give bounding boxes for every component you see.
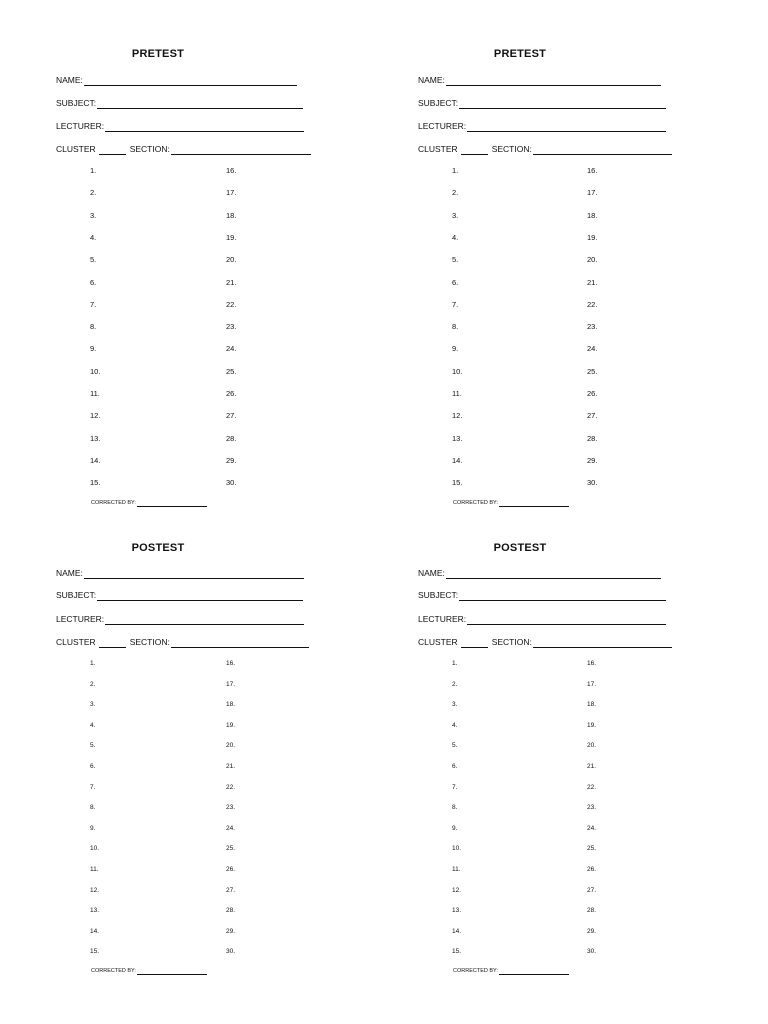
sheet-title: POSTEST (493, 542, 547, 554)
lecturer-label: LECTURER: (56, 121, 105, 131)
cluster-label: CLUSTER (418, 144, 458, 154)
answer-number: 18. (226, 210, 237, 220)
subject-label: SUBJECT: (418, 98, 459, 108)
answer-number: 25. (226, 845, 236, 853)
answer-number: 24. (226, 824, 236, 832)
answer-number: 3. (452, 210, 459, 220)
corrected-by-field (453, 967, 569, 975)
section-label: SECTION: (129, 637, 170, 647)
subject-input-line[interactable] (97, 591, 303, 601)
answer-number: 19. (587, 232, 598, 242)
answer-number: 25. (587, 845, 597, 853)
answer-number: 8. (452, 322, 459, 332)
answer-number: 29. (226, 455, 237, 465)
answer-number: 20. (226, 742, 236, 750)
answer-number: 21. (226, 277, 237, 287)
answer-number: 4. (452, 232, 459, 242)
answer-number: 23. (226, 804, 236, 812)
corrected-by-label: CORRECTED BY: (453, 500, 498, 506)
answer-number: 3. (90, 210, 97, 220)
name-input-line[interactable] (446, 569, 661, 579)
lecturer-input-line[interactable] (467, 615, 666, 625)
answer-number: 17. (226, 188, 237, 198)
answer-number: 11. (452, 866, 461, 873)
cluster-input-line[interactable] (99, 638, 126, 648)
cluster-label: CLUSTER (56, 144, 96, 154)
answer-number: 25. (226, 366, 237, 376)
answer-number: 10. (90, 366, 101, 376)
answer-number: 6. (90, 763, 96, 770)
section-input-line[interactable] (533, 145, 672, 155)
answer-number: 28. (226, 433, 237, 443)
answer-number: 11. (90, 389, 100, 398)
answer-number: 29. (587, 927, 597, 935)
subject-input-line[interactable] (459, 99, 666, 109)
answer-number: 9. (452, 824, 458, 832)
answer-number: 21. (587, 763, 597, 770)
answer-number: 9. (90, 344, 97, 354)
answer-number: 7. (452, 299, 459, 309)
name-field (418, 75, 661, 86)
answer-number: 1. (452, 166, 459, 175)
corrected-by-field (91, 967, 207, 975)
subject-field (56, 98, 303, 109)
answer-number: 30. (587, 948, 597, 956)
name-input-line[interactable] (84, 76, 297, 86)
answer-number: 17. (226, 680, 236, 688)
answer-number: 16. (226, 660, 236, 667)
cluster-input-line[interactable] (461, 638, 488, 648)
subject-label: SUBJECT: (56, 98, 97, 108)
corrected-by-line[interactable] (137, 968, 207, 975)
corrected-by-line[interactable] (137, 500, 207, 507)
answer-number: 13. (90, 907, 100, 915)
name-input-line[interactable] (84, 569, 304, 579)
answer-number: 12. (90, 411, 101, 421)
answer-number: 20. (587, 255, 598, 265)
answer-number: 26. (587, 866, 597, 873)
answer-number: 8. (90, 804, 96, 812)
answer-number: 17. (587, 680, 597, 688)
answer-number: 2. (452, 188, 459, 198)
sheet-title: POSTEST (131, 542, 185, 554)
lecturer-input-line[interactable] (105, 615, 304, 625)
answer-number: 30. (226, 948, 236, 956)
answer-number: 2. (452, 680, 458, 688)
answer-number: 23. (587, 804, 597, 812)
lecturer-label: LECTURER: (56, 614, 105, 624)
lecturer-input-line[interactable] (467, 122, 666, 132)
answer-number: 18. (587, 701, 597, 709)
answer-number: 9. (452, 344, 459, 354)
cluster-section-field (56, 144, 311, 155)
answer-number: 23. (226, 322, 237, 332)
answer-number: 22. (587, 783, 597, 791)
name-input-line[interactable] (446, 76, 661, 86)
corrected-by-line[interactable] (499, 968, 569, 975)
answer-number: 19. (587, 721, 597, 729)
answer-number: 2. (90, 188, 97, 198)
answer-number: 26. (587, 389, 598, 398)
cluster-label: CLUSTER (418, 637, 458, 647)
answer-number: 27. (226, 411, 237, 421)
answer-number: 7. (90, 299, 97, 309)
cluster-section-field (418, 144, 672, 155)
answer-number: 16. (587, 166, 598, 175)
answer-number: 12. (452, 411, 463, 421)
name-field (56, 75, 297, 86)
answer-number: 11. (90, 866, 99, 873)
answer-number: 14. (452, 927, 462, 935)
answer-number: 1. (90, 166, 97, 175)
answer-number: 16. (226, 166, 237, 175)
answer-number: 10. (90, 845, 100, 853)
answer-number: 13. (452, 433, 463, 443)
name-field (418, 568, 661, 579)
answer-number: 13. (452, 907, 462, 915)
answer-number: 10. (452, 366, 463, 376)
lecturer-field (418, 614, 666, 625)
answer-number: 27. (587, 886, 597, 894)
answer-number: 21. (587, 277, 598, 287)
answer-number: 17. (587, 188, 598, 198)
lecturer-label: LECTURER: (418, 614, 467, 624)
section-input-line[interactable] (171, 145, 311, 155)
corrected-by-label: CORRECTED BY: (91, 500, 136, 506)
answer-number: 28. (587, 907, 597, 915)
answer-number: 7. (452, 783, 458, 791)
answer-number: 5. (90, 742, 96, 750)
answer-number: 5. (452, 255, 459, 265)
lecturer-input-line[interactable] (105, 122, 304, 132)
answer-number: 5. (452, 742, 458, 750)
answer-number: 28. (226, 907, 236, 915)
answer-number: 27. (587, 411, 598, 421)
lecturer-field (56, 614, 304, 625)
answer-number: 14. (90, 455, 101, 465)
answer-number: 6. (452, 763, 458, 770)
answer-number: 6. (452, 277, 459, 287)
lecturer-field (56, 121, 304, 132)
name-label: NAME: (56, 75, 83, 85)
answer-number: 28. (587, 433, 598, 443)
answer-number: 12. (452, 886, 462, 894)
sheet-title: PRETEST (131, 48, 185, 60)
answer-number: 10. (452, 845, 462, 853)
answer-number: 8. (90, 322, 97, 332)
answer-number: 24. (226, 344, 237, 354)
answer-number: 15. (452, 948, 462, 956)
answer-number: 11. (452, 389, 462, 398)
cluster-label: CLUSTER (56, 637, 96, 647)
subject-field (418, 98, 666, 109)
corrected-by-line[interactable] (499, 500, 569, 507)
answer-number: 23. (587, 322, 598, 332)
answer-number: 15. (452, 478, 463, 488)
answer-number: 25. (587, 366, 598, 376)
answer-number: 4. (90, 232, 97, 242)
answer-number: 19. (226, 232, 237, 242)
answer-number: 5. (90, 255, 97, 265)
answer-number: 26. (226, 389, 237, 398)
corrected-by-field (91, 499, 207, 507)
corrected-by-label: CORRECTED BY: (453, 968, 498, 974)
answer-number: 18. (226, 701, 236, 709)
answer-number: 8. (452, 804, 458, 812)
corrected-by-label: CORRECTED BY: (91, 968, 136, 974)
answer-number: 3. (452, 701, 458, 709)
answer-number: 15. (90, 478, 101, 488)
answer-number: 20. (226, 255, 237, 265)
answer-number: 7. (90, 783, 96, 791)
answer-number: 3. (90, 701, 96, 709)
answer-number: 24. (587, 824, 597, 832)
answer-number: 14. (90, 927, 100, 935)
answer-number: 4. (90, 721, 96, 729)
answer-number: 27. (226, 886, 236, 894)
answer-number: 30. (226, 478, 237, 488)
answer-number: 9. (90, 824, 96, 832)
answer-number: 22. (587, 299, 598, 309)
cluster-input-line[interactable] (461, 145, 488, 155)
section-input-line[interactable] (533, 638, 672, 648)
answer-number: 14. (452, 455, 463, 465)
answer-number: 2. (90, 680, 96, 688)
corrected-by-field (453, 499, 569, 507)
answer-number: 18. (587, 210, 598, 220)
section-input-line[interactable] (171, 638, 309, 648)
section-label: SECTION: (491, 637, 532, 647)
answer-number: 26. (226, 866, 236, 873)
subject-label: SUBJECT: (418, 590, 459, 600)
answer-number: 4. (452, 721, 458, 729)
subject-input-line[interactable] (459, 591, 666, 601)
name-label: NAME: (418, 75, 445, 85)
subject-label: SUBJECT: (56, 590, 97, 600)
answer-number: 15. (90, 948, 100, 956)
cluster-input-line[interactable] (99, 145, 126, 155)
cluster-section-field (418, 637, 672, 648)
subject-field (418, 590, 666, 601)
answer-number: 16. (587, 660, 597, 667)
section-label: SECTION: (129, 144, 170, 154)
lecturer-label: LECTURER: (418, 121, 467, 131)
section-label: SECTION: (491, 144, 532, 154)
answer-number: 12. (90, 886, 100, 894)
answer-number: 6. (90, 277, 97, 287)
sheet-title: PRETEST (493, 48, 547, 60)
name-label: NAME: (56, 568, 83, 578)
answer-number: 22. (226, 783, 236, 791)
answer-number: 1. (452, 660, 458, 667)
answer-number: 24. (587, 344, 598, 354)
name-label: NAME: (418, 568, 445, 578)
name-field (56, 568, 304, 579)
answer-number: 21. (226, 763, 236, 770)
answer-number: 29. (226, 927, 236, 935)
answer-number: 1. (90, 660, 96, 667)
answer-number: 13. (90, 433, 101, 443)
answer-number: 30. (587, 478, 598, 488)
subject-input-line[interactable] (97, 99, 303, 109)
answer-number: 22. (226, 299, 237, 309)
lecturer-field (418, 121, 666, 132)
answer-number: 19. (226, 721, 236, 729)
answer-number: 29. (587, 455, 598, 465)
cluster-section-field (56, 637, 309, 648)
answer-number: 20. (587, 742, 597, 750)
subject-field (56, 590, 303, 601)
